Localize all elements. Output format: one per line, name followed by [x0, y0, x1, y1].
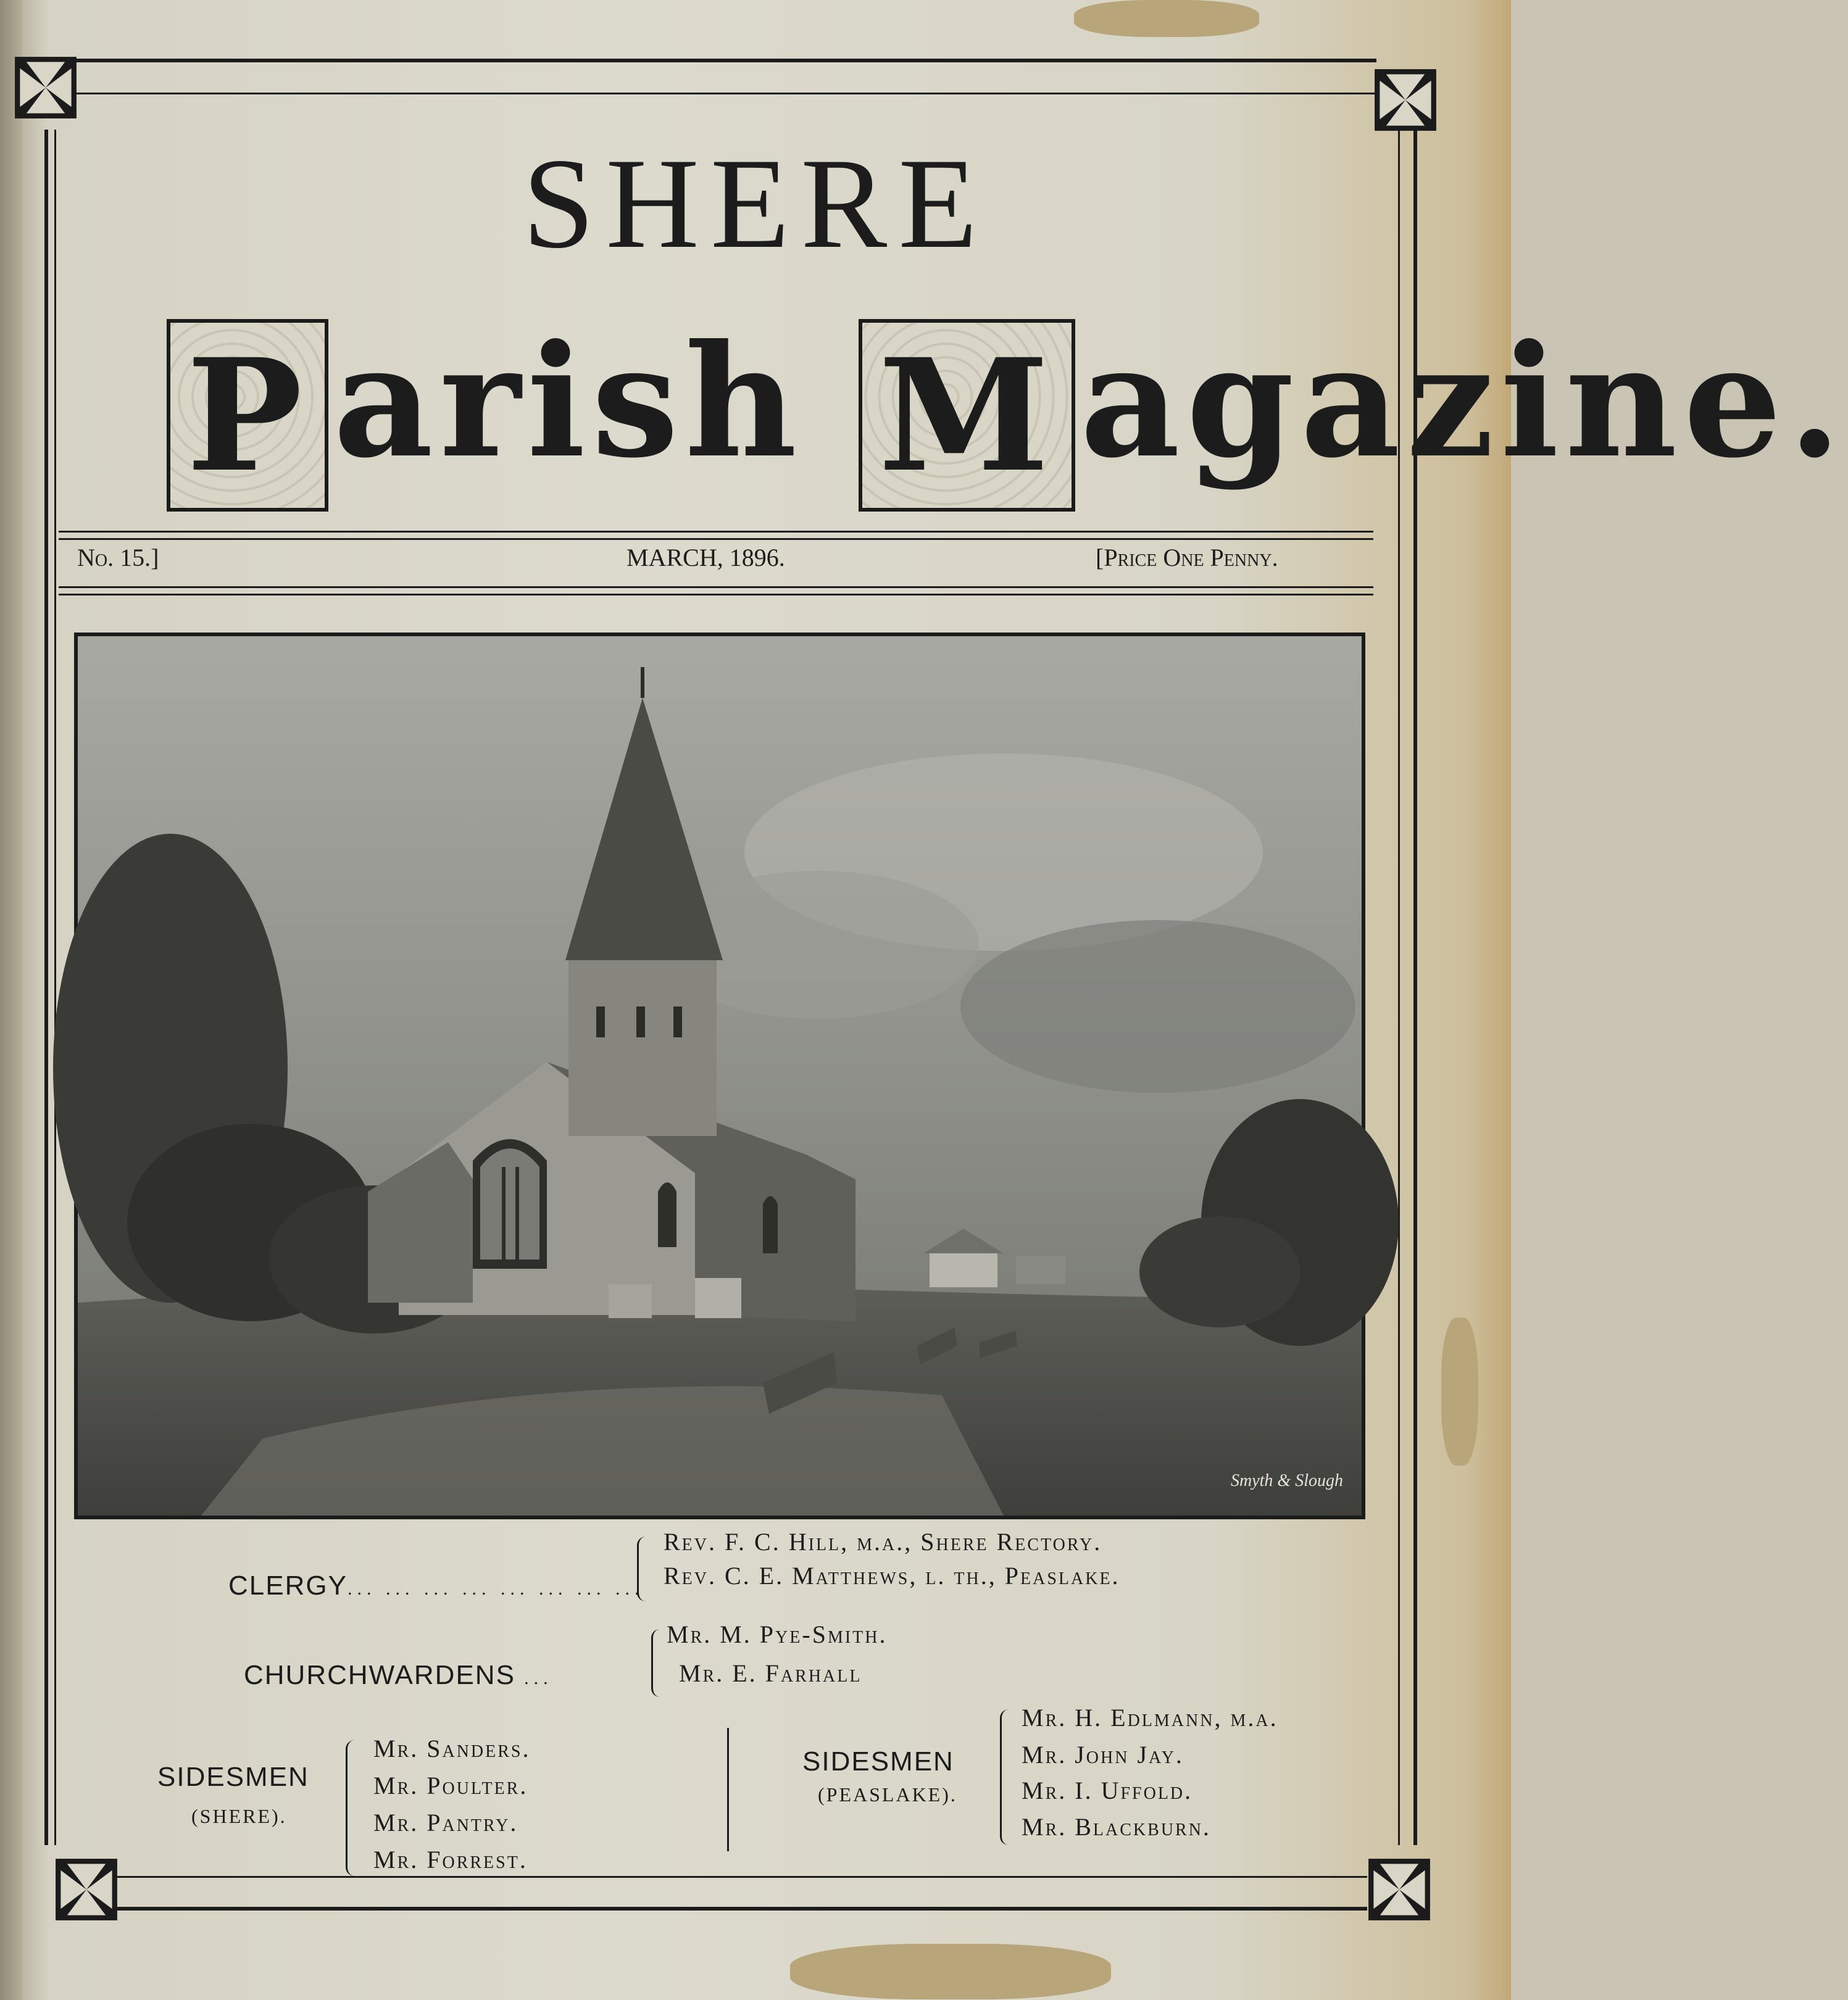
frame-left-inner: [54, 130, 56, 1845]
clergy-leader-dots: ... ... ... ... ... ... ... ...: [347, 1579, 644, 1599]
torn-corner-top-right: [1074, 0, 1259, 37]
issue-price: [Price One Penny.: [1096, 544, 1278, 571]
sidesmen-peaslake-sub: (PEASLAKE).: [818, 1783, 957, 1806]
churchwardens-label-text: CHURCHWARDENS: [244, 1660, 515, 1690]
clergy-name-1: Rev. F. C. Hill, m.a., Shere Rectory.: [664, 1528, 1102, 1556]
frame-left-outer: [44, 130, 48, 1845]
issue-rule-top: [59, 531, 1373, 533]
clergy-label-text: CLERGY: [228, 1571, 348, 1601]
masthead-word-1-rest: arish: [333, 310, 804, 492]
torn-edge-right: [1441, 1317, 1478, 1466]
sidesmen-peaslake-brace: [1000, 1709, 1013, 1845]
frame-bottom-inner: [114, 1876, 1367, 1878]
sidesmen-shere-label: SIDESMEN: [157, 1762, 309, 1792]
issue-number: No. 15.]: [77, 544, 159, 571]
sidesman-peaslake-1: Mr. H. Edlmann, m.a.: [1022, 1704, 1278, 1732]
sidesman-shere-4: Mr. Forrest.: [373, 1846, 528, 1873]
sidesmen-peaslake-label: SIDESMEN: [802, 1746, 954, 1777]
sidesman-peaslake-2: Mr. John Jay.: [1022, 1741, 1184, 1769]
clergy-name-2: Rev. C. E. Matthews, l. th., Peaslake.: [664, 1562, 1120, 1590]
illuminated-initial-p: P: [167, 319, 328, 512]
issue-date: MARCH, 1896.: [626, 544, 785, 571]
maltese-cross-icon: [1373, 68, 1438, 132]
frame-top-outer: [62, 59, 1376, 62]
engraver-signature: Smyth & Slough: [1231, 1471, 1343, 1490]
churchwarden-name-2: Mr. E. Farhall: [679, 1659, 862, 1687]
church-engraving-image: [78, 636, 1362, 1516]
frame-top-inner: [62, 93, 1376, 94]
masthead-word-2-rest: agazine.: [1080, 310, 1848, 492]
churchwarden-name-1: Mr. M. Pye-Smith.: [667, 1620, 888, 1648]
sidesman-shere-3: Mr. Pantry.: [373, 1809, 518, 1836]
illuminated-initial-m: M: [859, 319, 1075, 512]
clergy-brace: [637, 1537, 650, 1601]
torn-edge-bottom: [790, 1944, 1111, 1999]
sidesmen-divider: [727, 1728, 729, 1851]
sidesman-shere-1: Mr. Sanders.: [373, 1735, 531, 1762]
sidesman-peaslake-3: Mr. I. Uffold.: [1022, 1777, 1193, 1804]
issue-rule-bottom-2: [59, 594, 1373, 595]
book-binding: [0, 0, 22, 2000]
issue-rule-top-2: [59, 538, 1373, 540]
sidesman-shere-2: Mr. Poulter.: [373, 1772, 528, 1799]
masthead-title: [167, 290, 1848, 512]
churchwardens-label: [244, 1660, 553, 1691]
sidesmen-shere-brace: [346, 1740, 359, 1876]
sidesman-peaslake-4: Mr. Blackburn.: [1022, 1813, 1211, 1841]
churchwardens-brace: [651, 1629, 664, 1697]
maltese-cross-icon: [54, 1857, 119, 1922]
masthead-shere: SHERE: [522, 132, 989, 275]
clergy-label: [228, 1571, 644, 1601]
frame-bottom-outer: [114, 1907, 1367, 1911]
church-illustration: [74, 633, 1365, 1519]
maltese-cross-icon: [14, 56, 78, 120]
churchwardens-leader-dots: ...: [524, 1668, 553, 1688]
issue-rule-bottom: [59, 586, 1373, 588]
maltese-cross-icon: [1367, 1857, 1431, 1922]
sidesmen-shere-sub: (SHERE).: [191, 1805, 287, 1827]
